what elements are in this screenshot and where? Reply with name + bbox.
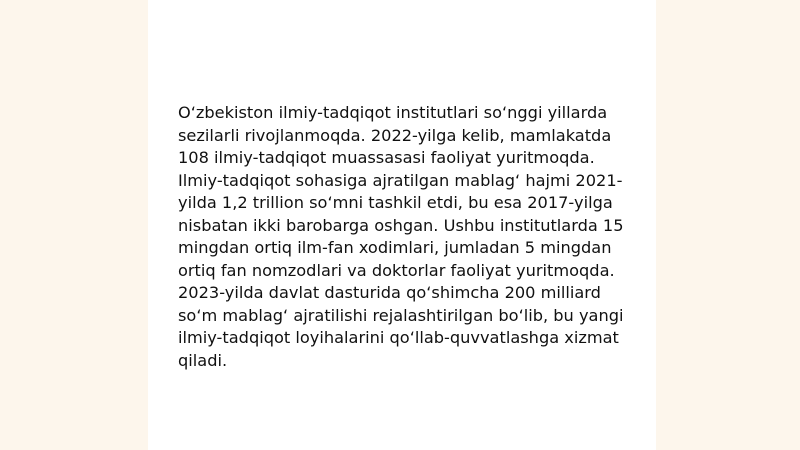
document-page (148, 0, 656, 450)
body-paragraph: O‘zbekiston ilmiy-tadqiqot institutlari so‘nggi yillarda sezilarli rivojlanmoqda. 2022-yilga kelib, mamlakatda 108 ilmiy-tadqiqot muassasasi faoliyat yuritmoqda. Ilmiy-tadqiqot sohasiga ajratilgan mablag‘ hajmi 2021-yilda 1,2 trillion so‘mni tashkil etdi, bu esa 2017-yilga nisbatan ikki barobarga oshgan. Ushbu institutlarda 15 mingdan ortiq ilm-fan xodimlari, jumladan 5 mingdan ortiq fan nomzodlari va doktorlar faoliyat yuritmoqda. 2023-yilda davlat dasturida qo‘shimcha 200 milliard so‘m mablag‘ ajratilishi rejalashtirilgan bo‘lib, bu yangi ilmiy-tadqiqot loyihalarini qo‘llab-quvvatlashga xizmat qiladi. (178, 103, 624, 370)
